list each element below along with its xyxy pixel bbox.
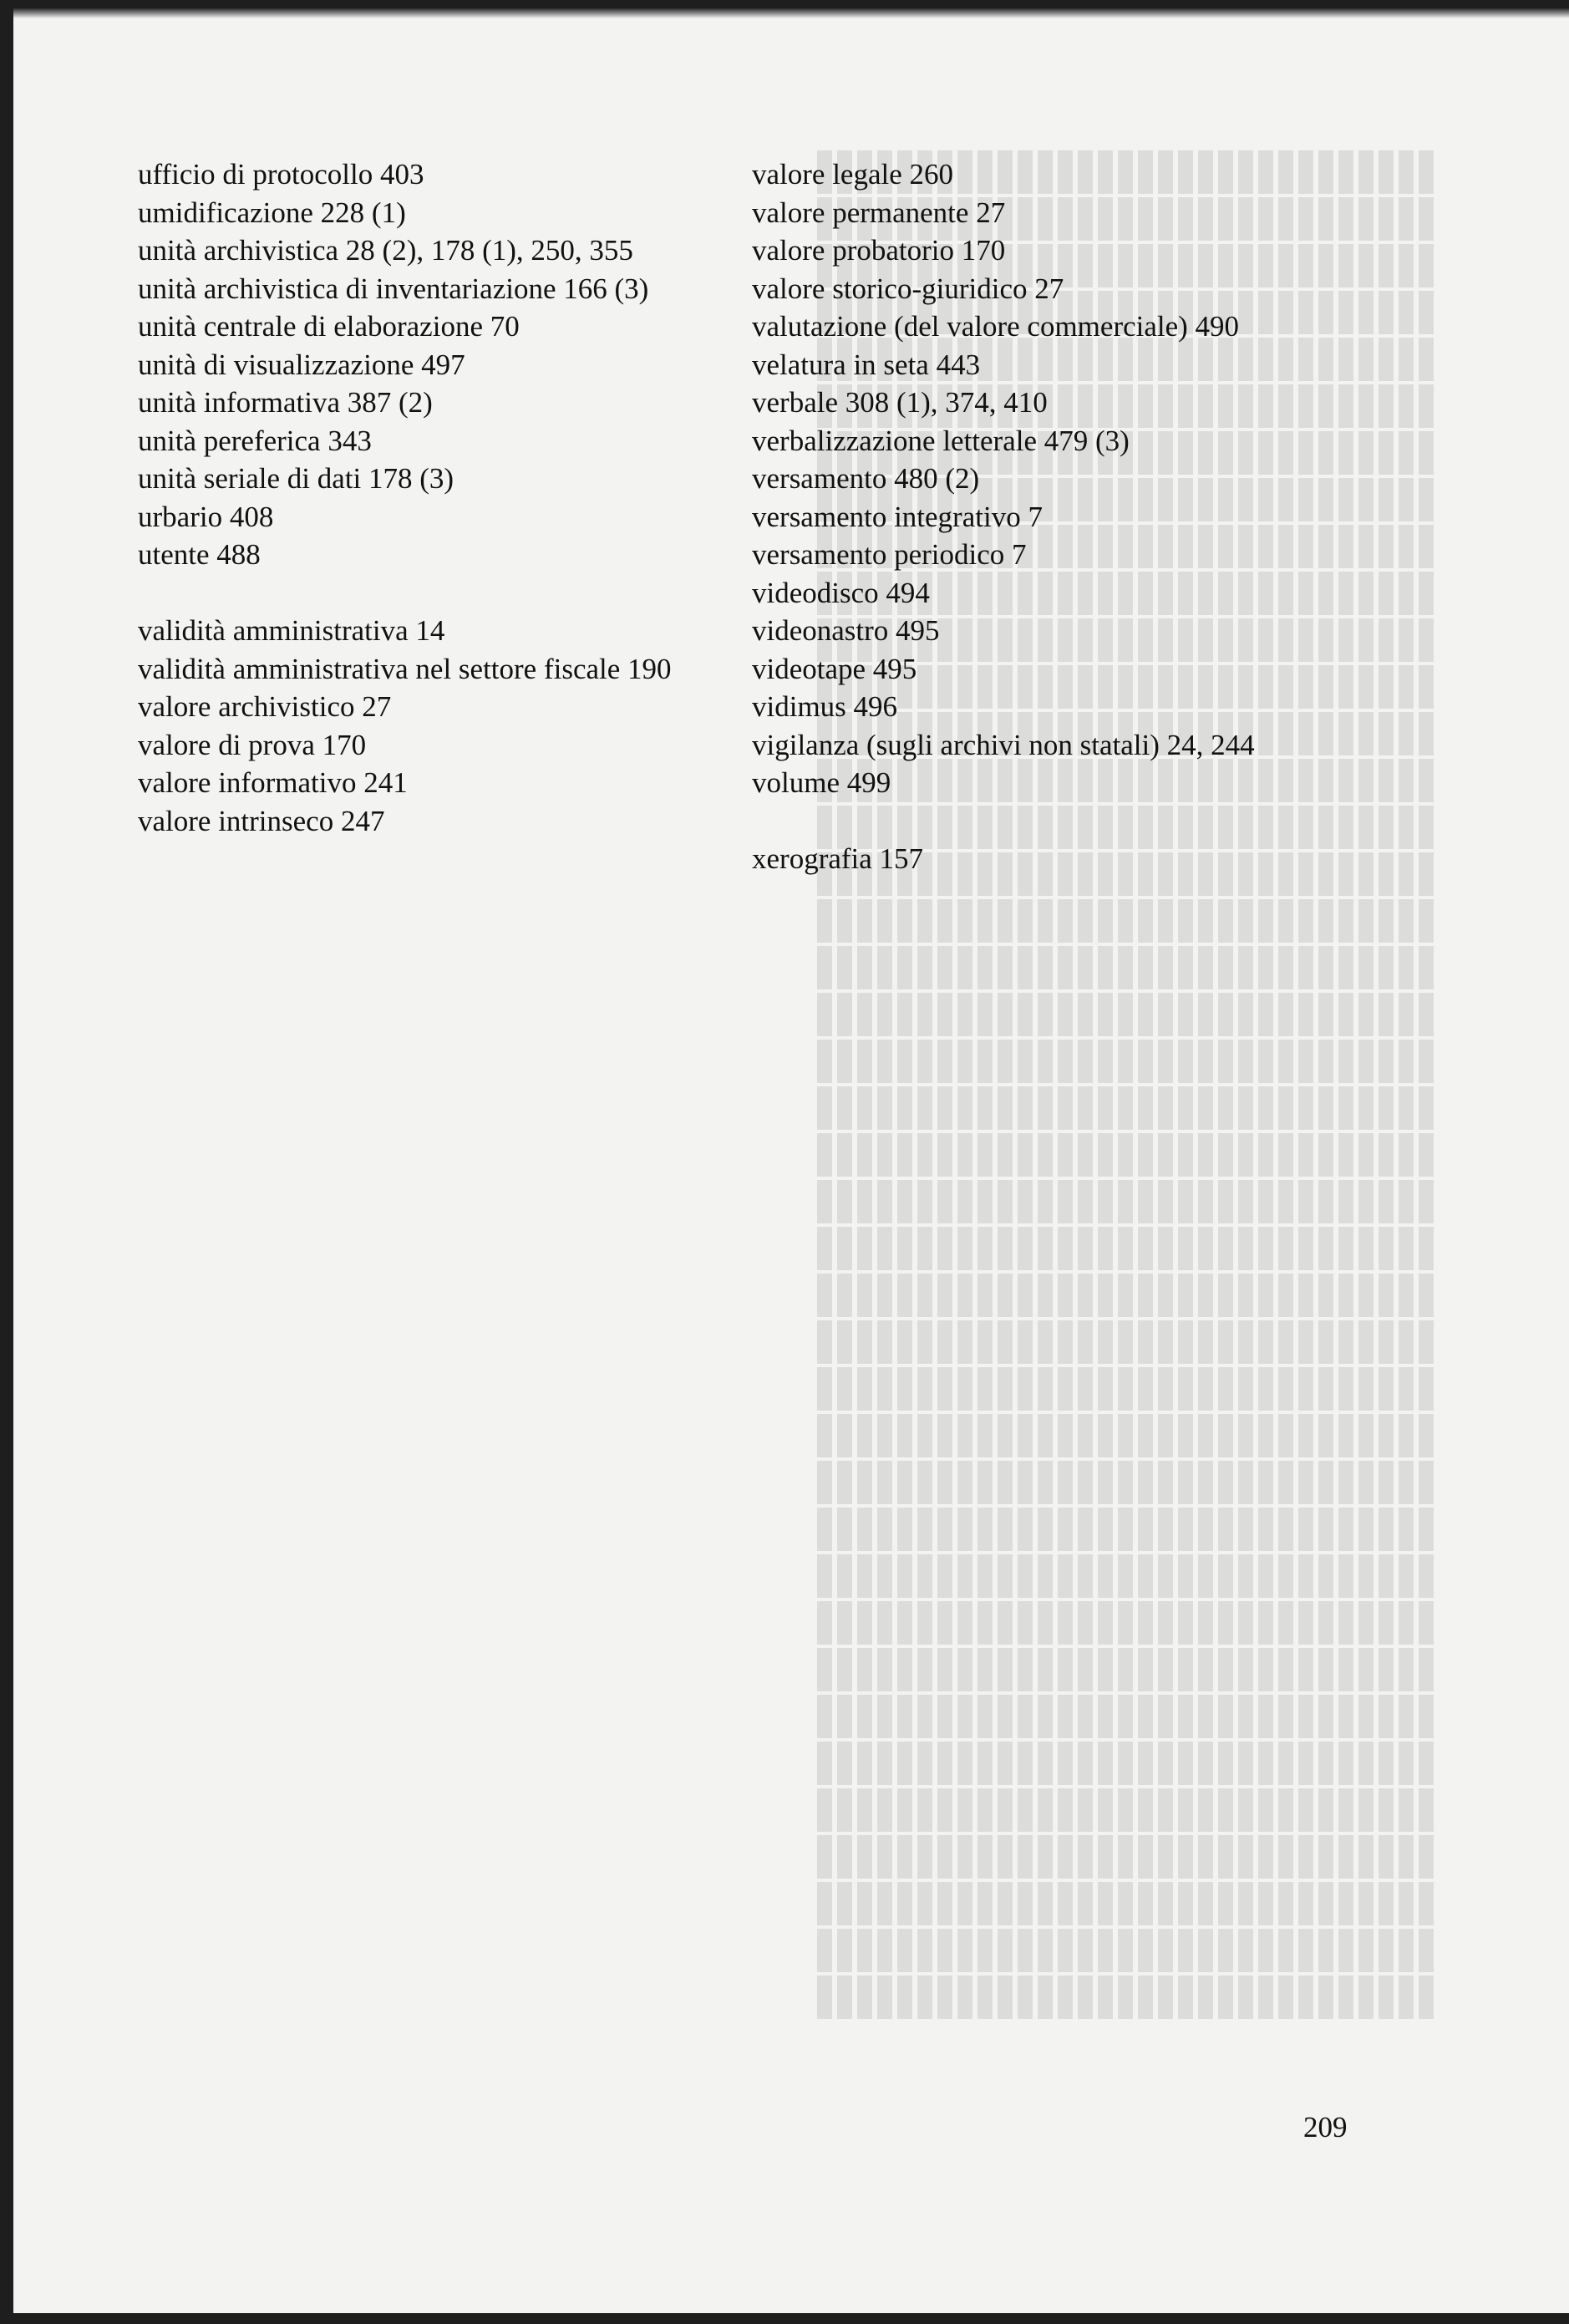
index-entry: videonastro 495 <box>752 614 940 647</box>
section-gap <box>752 802 1504 841</box>
index-entry: validità amministrativa 14 <box>138 614 445 647</box>
index-entry: ufficio di protocollo 403 <box>138 158 424 191</box>
index-column-right <box>752 155 1504 878</box>
index-entry: unità archivistica 28 (2), 178 (1), 250, 355 <box>138 234 633 267</box>
index-entry: valore di prova 170 <box>138 728 367 761</box>
index-entry: unità centrale di elaborazione 70 <box>138 310 520 343</box>
index-entry: versamento periodico 7 <box>752 538 1027 571</box>
page <box>13 8 1569 2313</box>
index-entry: urbario 408 <box>138 500 274 533</box>
index-entry: vigilanza (sugli archivi non statali) 24, 244 <box>752 728 1255 761</box>
index-entry: validità amministrativa nel settore fiscale 190 <box>138 652 672 685</box>
index-entry: valore informativo 241 <box>138 766 408 799</box>
index-entry: unità archivistica di inventariazione 166 (3) <box>138 272 649 305</box>
index-column-left <box>138 155 739 840</box>
index-entry: videotape 495 <box>752 652 917 685</box>
index-entry: videodisco 494 <box>752 576 930 609</box>
index-entry: unità di visualizzazione 497 <box>138 348 465 381</box>
index-entry: utente 488 <box>138 538 261 571</box>
index-entry: vidimus 496 <box>752 690 898 723</box>
index-entry: xerografia 157 <box>752 842 924 875</box>
index-entry: valore legale 260 <box>752 158 954 191</box>
index-entry: unità pereferica 343 <box>138 424 372 457</box>
index-entry: valutazione (del valore commerciale) 490 <box>752 310 1240 343</box>
index-entry: valore archivistico 27 <box>138 690 392 723</box>
index-entry: valore probatorio 170 <box>752 234 1006 267</box>
page-number: 209 <box>1303 2111 1348 2143</box>
index-entry: velatura in seta 443 <box>752 348 981 381</box>
index-entry: volume 499 <box>752 766 891 799</box>
section-gap <box>138 574 739 613</box>
index-entry: versamento integrativo 7 <box>752 500 1043 533</box>
index-entry: unità informativa 387 (2) <box>138 386 433 419</box>
index-entry: valore intrinseco 247 <box>138 804 385 837</box>
index-entry: valore permanente 27 <box>752 196 1006 229</box>
index-entry: unità seriale di dati 178 (3) <box>138 462 454 495</box>
index-entry: verbale 308 (1), 374, 410 <box>752 386 1048 419</box>
scan-edge-shadow <box>13 8 1569 18</box>
index-entry: valore storico-giuridico 27 <box>752 272 1064 305</box>
index-entry: verbalizzazione letterale 479 (3) <box>752 424 1130 457</box>
index-entry: versamento 480 (2) <box>752 462 980 495</box>
index-entry: umidificazione 228 (1) <box>138 196 406 229</box>
